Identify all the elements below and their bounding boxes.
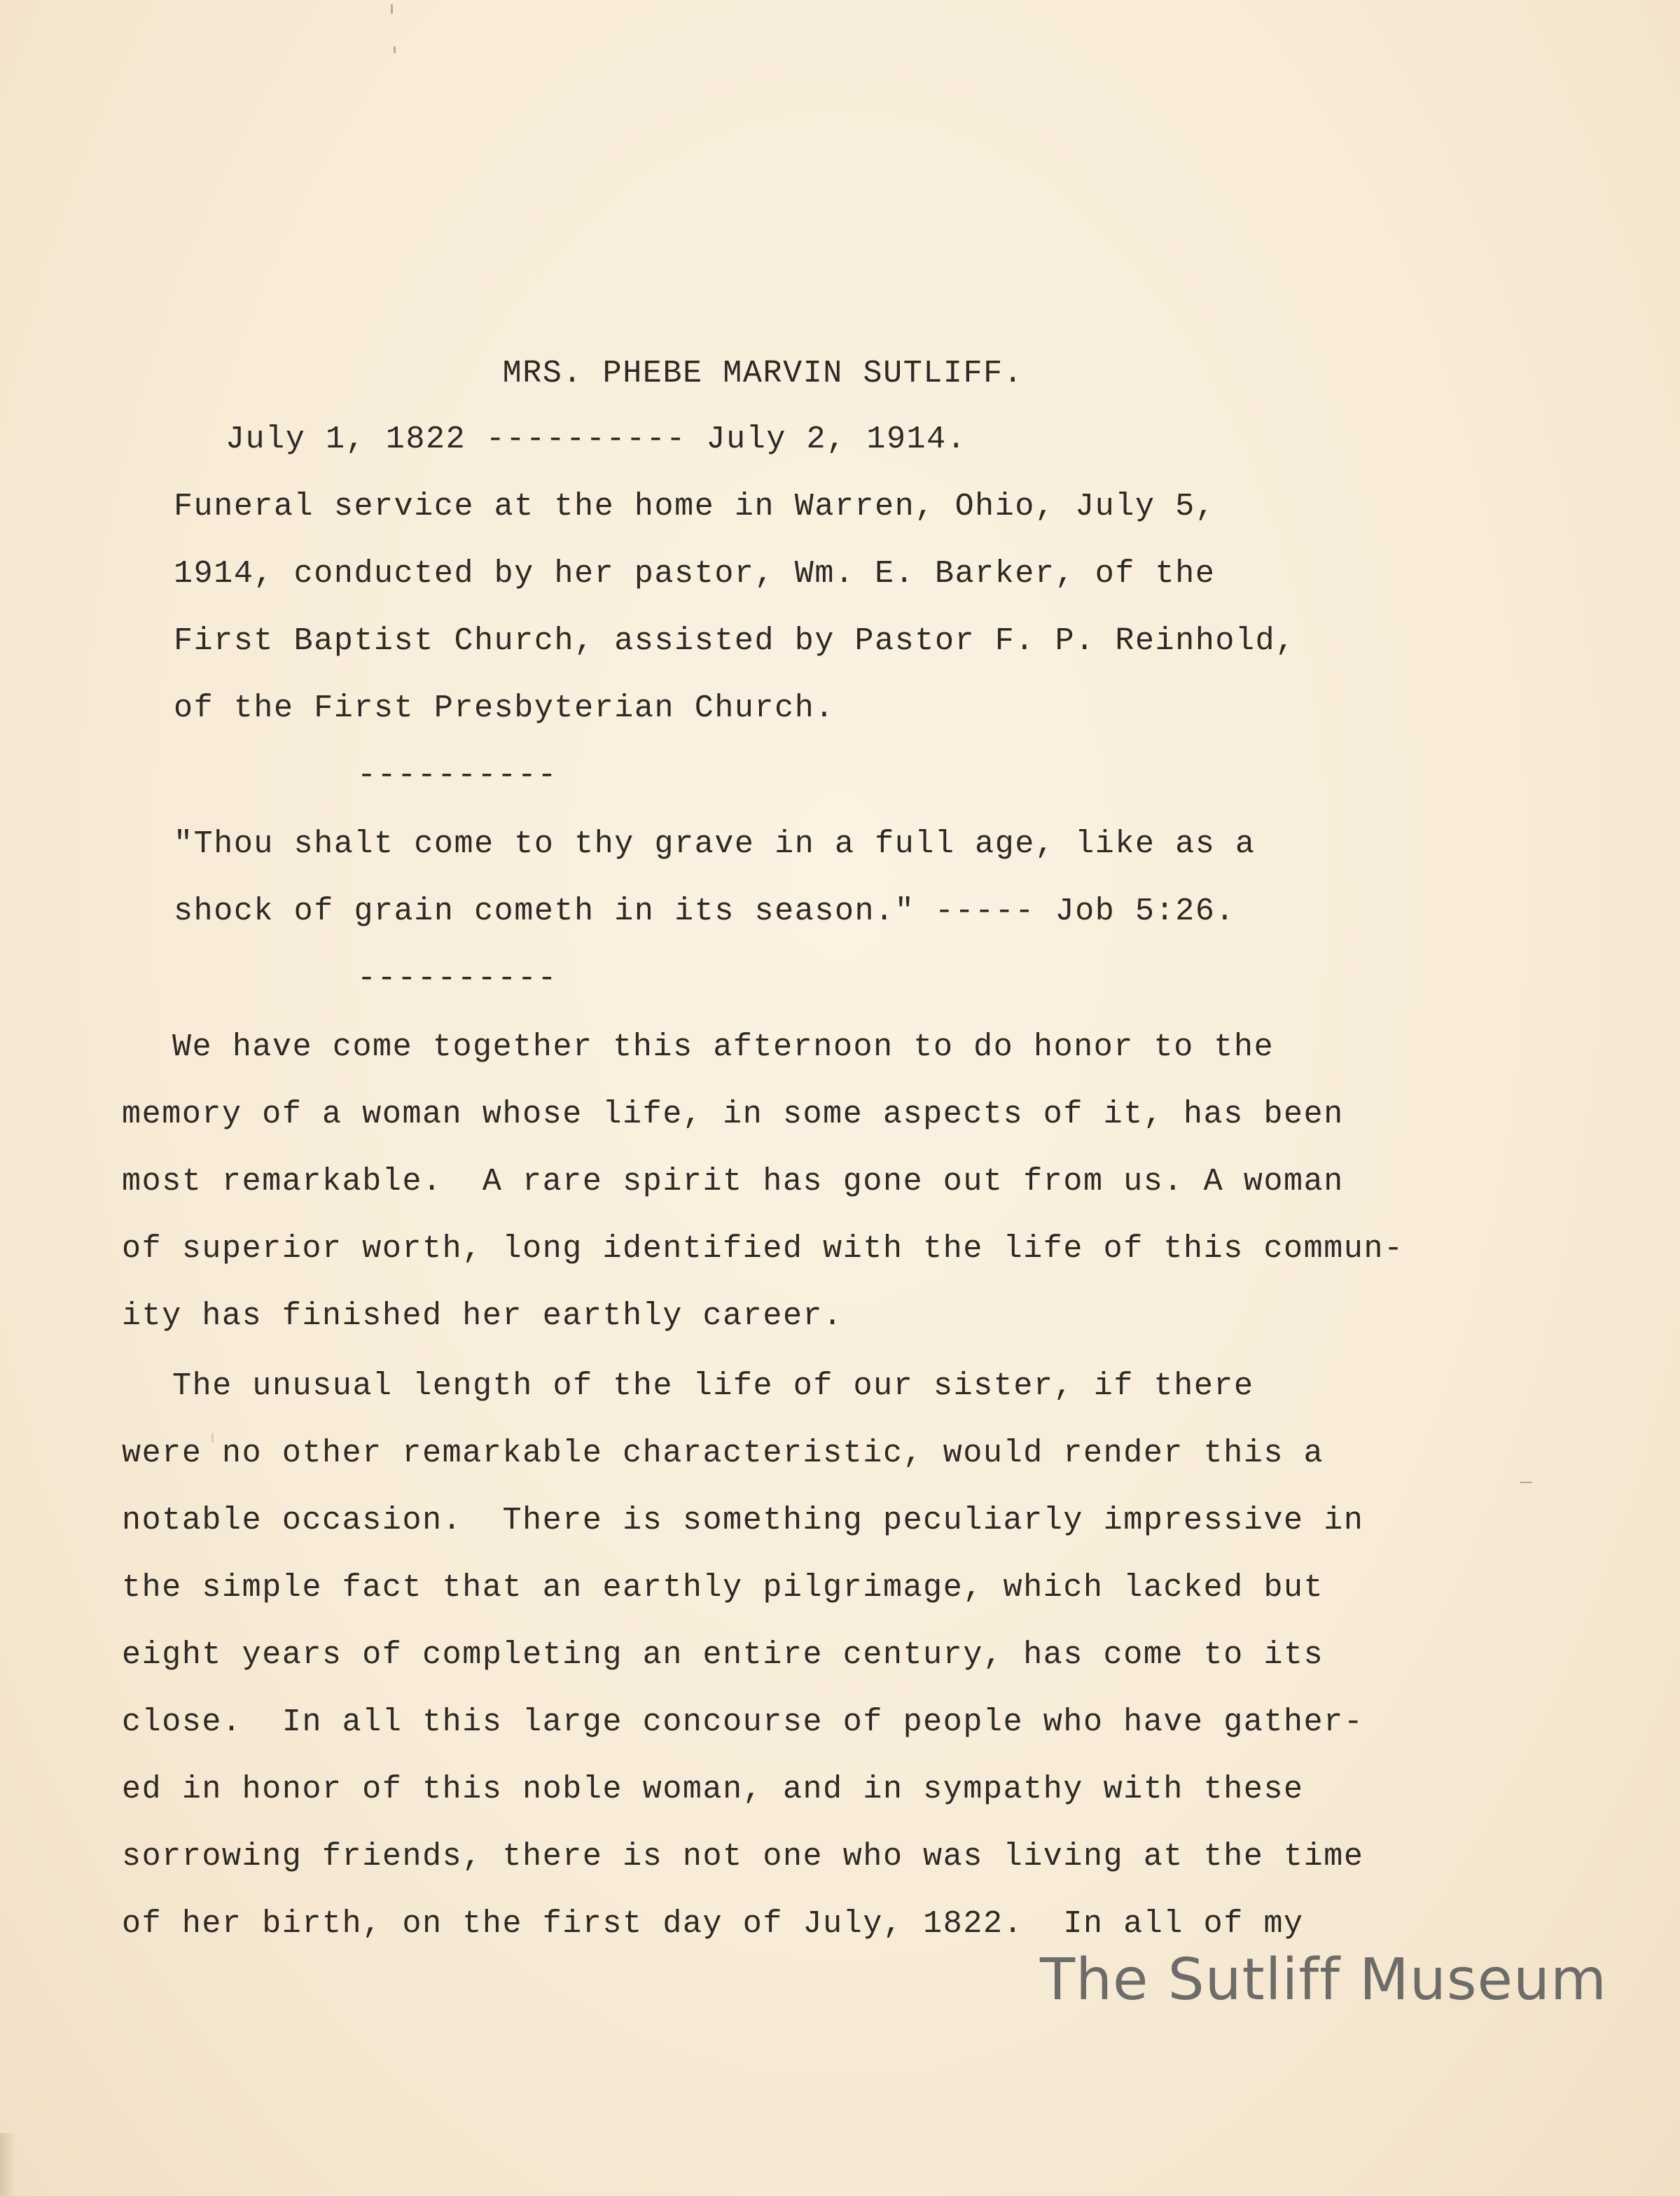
title-text: MRS. PHEBE MARVIN SUTLIFF. bbox=[502, 356, 1024, 391]
paragraph-2-line-2: were no other remarkable characteristic, would render this a bbox=[122, 1436, 1324, 1471]
paper-speck bbox=[391, 4, 393, 14]
paragraph-1-line-5: ity has finished her earthly career. bbox=[122, 1298, 843, 1334]
paragraph-2-line-1: The unusual length of the life of our sister, if there bbox=[172, 1368, 1254, 1404]
paragraph-1-line-1: We have come together this afternoon to do honor to the bbox=[172, 1029, 1275, 1065]
paragraph-1-line-2: memory of a woman whose life, in some aspects of it, has been bbox=[122, 1097, 1344, 1132]
service-line-2: 1914, conducted by her pastor, Wm. E. Barker, of the bbox=[174, 556, 1216, 592]
document-title bbox=[0, 353, 1680, 395]
paper-speck bbox=[211, 1433, 214, 1443]
paragraph-2-line-6: close. In all this large concourse of people who have gather- bbox=[122, 1704, 1364, 1740]
paragraph-2-line-8: sorrowing friends, there is not one who was living at the time bbox=[122, 1839, 1364, 1875]
paragraph-1-line-3: most remarkable. A rare spirit has gone out from us. A woman bbox=[122, 1164, 1344, 1200]
separator-2: ---------- bbox=[357, 961, 558, 996]
paragraph-2-line-5: eight years of completing an entire century, has come to its bbox=[122, 1637, 1324, 1673]
paper-speck bbox=[1520, 1482, 1532, 1483]
scripture-line-1: "Thou shalt come to thy grave in a full age, like as a bbox=[174, 826, 1256, 862]
paragraph-2-line-3: notable occasion. There is something peculiarly impressive in bbox=[122, 1503, 1364, 1538]
paper-edge-shadow bbox=[0, 2133, 15, 2196]
separator-1: ---------- bbox=[357, 758, 558, 793]
paragraph-2-line-4: the simple fact that an earthly pilgrimage, which lacked but bbox=[122, 1570, 1324, 1606]
paragraph-2-line-7: ed in honor of this noble woman, and in sympathy with these bbox=[122, 1772, 1304, 1807]
museum-watermark: The Sutliff Museum bbox=[1040, 1947, 1607, 2013]
paragraph-2-line-9: of her birth, on the first day of July, 1822. In all of my bbox=[122, 1906, 1304, 1942]
service-line-1: Funeral service at the home in Warren, Ohio, July 5, bbox=[174, 489, 1216, 524]
service-line-3: First Baptist Church, assisted by Pastor F. P. Reinhold, bbox=[174, 623, 1296, 659]
life-dates: July 1, 1822 ---------- July 2, 1914. bbox=[225, 422, 967, 457]
scripture-line-2: shock of grain cometh in its season." ----- Job 5:26. bbox=[174, 894, 1236, 929]
paper-speck bbox=[394, 46, 396, 53]
paragraph-1-line-4: of superior worth, long identified with the life of this commun- bbox=[122, 1231, 1404, 1267]
service-line-4: of the First Presbyterian Church. bbox=[174, 690, 835, 726]
